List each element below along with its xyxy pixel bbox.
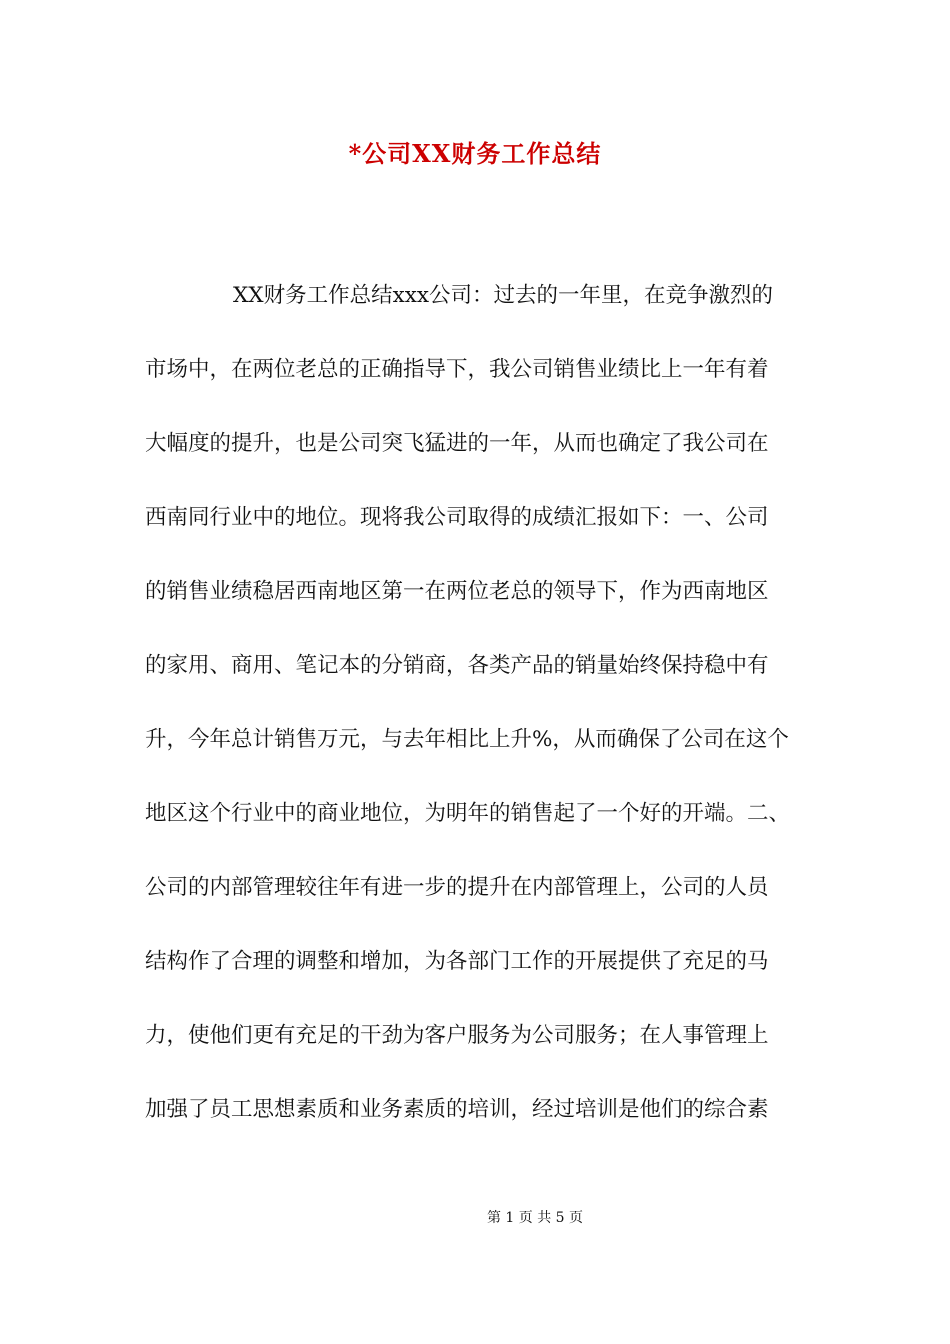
page-number-footer: 第 1 页 共 5 页: [486, 1210, 584, 1226]
body-line-8: 地区这个行业中的商业地位，为明年的销售起了一个好的开端。二、: [145, 801, 791, 826]
body-line-5: 的销售业绩稳居西南地区第一在两位老总的领导下，作为西南地区: [145, 579, 769, 604]
document-title: *公司XX财务工作总结: [348, 139, 602, 168]
document-body: [145, 276, 809, 1164]
body-line-4: 西南同行业中的地位。现将我公司取得的成绩汇报如下：一、公司: [145, 505, 769, 530]
body-line-1: XX财务工作总结xxx公司：过去的一年里，在竞争激烈的: [233, 283, 773, 308]
body-line-11: 力，使他们更有充足的干劲为客户服务为公司服务；在人事管理上: [145, 1023, 769, 1048]
body-line-2: 市场中，在两位老总的正确指导下，我公司销售业绩比上一年有着: [145, 357, 769, 382]
body-line-7: 升，今年总计销售万元，与去年相比上升%，从而确保了公司在这个: [145, 727, 789, 752]
body-line-6: 的家用、商用、笔记本的分销商，各类产品的销量始终保持稳中有: [145, 653, 769, 678]
body-line-10: 结构作了合理的调整和增加，为各部门工作的开展提供了充足的马: [145, 949, 769, 974]
body-line-9: 公司的内部管理较往年有进一步的提升在内部管理上，公司的人员: [145, 875, 769, 900]
body-line-12: 加强了员工思想素质和业务素质的培训，经过培训是他们的综合素: [145, 1097, 769, 1122]
body-line-3: 大幅度的提升，也是公司突飞猛进的一年，从而也确定了我公司在: [145, 431, 769, 456]
